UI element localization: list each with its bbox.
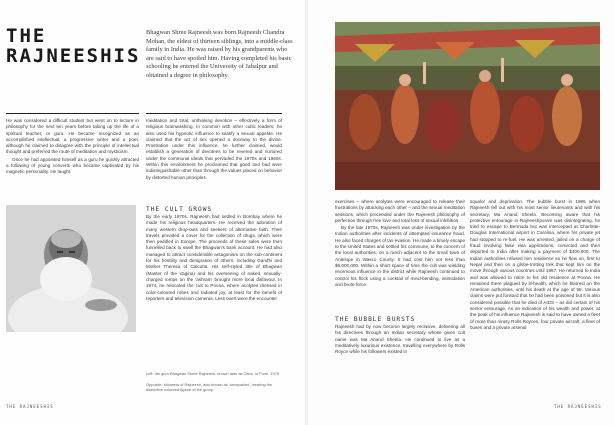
intro-paragraph: Bhagwan Shree Rajneesh was born Rajneesh Chandra Mohan, the eldest of thirteen siblings, into a middle-class family in India. He was raised by his grandparents who are said to have spoiled him. Having completed his basic schooling he entered the University of Jabalpur and obtained a degree in philosophy. (146, 29, 293, 79)
section-heading-bubble: THE BUBBLE BURSTS (335, 316, 416, 323)
column-2 (146, 118, 282, 182)
page-footer-right: THE RAJNEESHIS (554, 404, 602, 409)
article-title (6, 26, 140, 66)
page-gutter (305, 0, 308, 425)
body-paragraph: He was considered a difficult student but went on to lecture in philosophy for the next ten years before taking up the life of a spiritual teacher, or guru. He became recognized as an accomplished intellectual, a progressive writer and a poet, although he claimed to disagree with the principle of intellectual thought and preferred the route of meditation and mysticism. (6, 118, 139, 155)
crowd-illustration (335, 22, 600, 190)
section-heading-cult: THE CULT GROWS (146, 206, 213, 213)
photo-caption-opposite: Opposite: followers of Rajneesh, also known as 'sannyasins', wearing the distinctive coloured typical of the group. (146, 382, 273, 393)
column-bubble (335, 324, 465, 356)
portrait-illustration (6, 205, 136, 332)
body-paragraph: exercises – where acolytes were encouraged to release their frustrations by attacking each other – and the sexual meditation sessions, which proceeded under the Rajneesh philosophy of perfection through free love and total loss of sexual inhibition. (335, 199, 465, 223)
body-paragraph: By the late 1970s, Rajneesh was under investigation by the Indian authorities after incidents of attempted insurance fraud. He also faced charges of tax evasion. He made a timely escape to the United States and settled his commune, to the concern of the local authorities, on a ranch adjacent to the small town of Antelope in Wasco County. It had cost him not less than $6,000,000. Within a short space of time the cult was wielding enormous influence in the district while Rajneesh continued to control his flock using a cocktail of mind-bending, intimidation and brute force. (335, 225, 465, 287)
section-rule-right (146, 113, 282, 114)
column-3 (335, 199, 465, 289)
crowd-photo (335, 22, 600, 190)
body-paragraph: By the early 1970s, Rajneesh had settled in Bombay where he made his religious headquarters. He received the adoration of many western drop-outs and seekers of alternative faith. Their travels provided a cover for the collection of drugs, which were then peddled in Europe. The proceeds of these sales were then funnelled back to swell the Bhagwan's bank account. He had also managed to attract considerable antagonism on the sub-continent for his hostility and denigration of others, including Gandhi and Mother Theresa of Calcutta. His self-styled title of Bhagwan (Master of the Vagina) and his overseeing of naked, sexually-charged romps on the 'ashram' brought more local disfavour. In 1974, he relocated the cult to Poona, where acolytes dressed in color-coloured robes and radiated joy, at least for the benefit of reporters and television cameras. Less overt were the encounter (146, 214, 282, 301)
title-line-1: THE (6, 25, 47, 47)
portrait-photo (6, 205, 136, 332)
body-paragraph: Rajneesh had by now become largely reclusive, delivering all his directives through an Indian secretary whose given cult name was Ma Anand Sheela. He continued to live as a meditatively luxurious existence, travelling everywhere by Rolls Royce while his followers existed in (335, 324, 465, 355)
column-1 (6, 118, 139, 177)
title-line-2: RAJNEESHIS (6, 45, 141, 67)
column-4 (470, 199, 600, 332)
photo-caption-left: Left: the guru Bhagwan Shree Rajneesh, known later as Osho, in Pune, 1979. (146, 371, 281, 376)
page-footer-left: THE RAJNEESHIS (6, 404, 54, 409)
column-cult (146, 214, 282, 303)
body-paragraph: Once he had appointed himself as a guru he quickly attracted a following of young converts who became captivated by his magnetic personality. He taught (6, 156, 139, 175)
section-rule-left (6, 113, 139, 114)
body-paragraph: squalor and deprivation. The bubble burst in 1985 when Rajneesh fell out with his most senior lieutenants and with his secretary, Ma Anand Sheela. Becoming aware that his protective entourage in Rajneeshpuram was disintegrating, he tried to escape to Bermuda but was intercepted at Charlotte-Douglas International airport in Carolina, where his private jet had stopped to re-fuel. He was arrested, jailed on a charge of fraud involving false visa applications, convicted and then deported to India after making a payment of $400,000. The Indian authorities refused him residence so he flew on, first to Nepal and then on a globe-trotting trek that kept him on the move through various countries until 1987. He returned to India and was allowed to retire to his old residence at Poona. He remained there plagued by ill-health, which he blamed on the American authorities, until his death at the age of 58. Various claims were put forward that he had been poisoned but it is also considered possible that he died of AIDS – as did certain of his senior entourage. As an indication of his wealth and power, at the peak of his influence Rajneesh is said to have owned a fleet of more than ninety Rolls Royces, four private aircraft, a fleet of buses and a private arsenal (470, 199, 600, 330)
body-paragraph: meditation and total, unthinking devotion – effectively a form of religious brainwashing. In common with other cultic leaders, he also used his hypnotic influence to satisfy a sexual appetite. He claimed that the act of sex opened a doorway to the divine. Prostration under this influence, he further claimed, would establish a generation of devotees to be revered and nurtured under the communal ideals that pervaded the 1970s and 1980s. Within this environment he proclaimed that good and bad were indistinguishable other than through the values placed on behavior by distorted human principles. (146, 118, 282, 180)
